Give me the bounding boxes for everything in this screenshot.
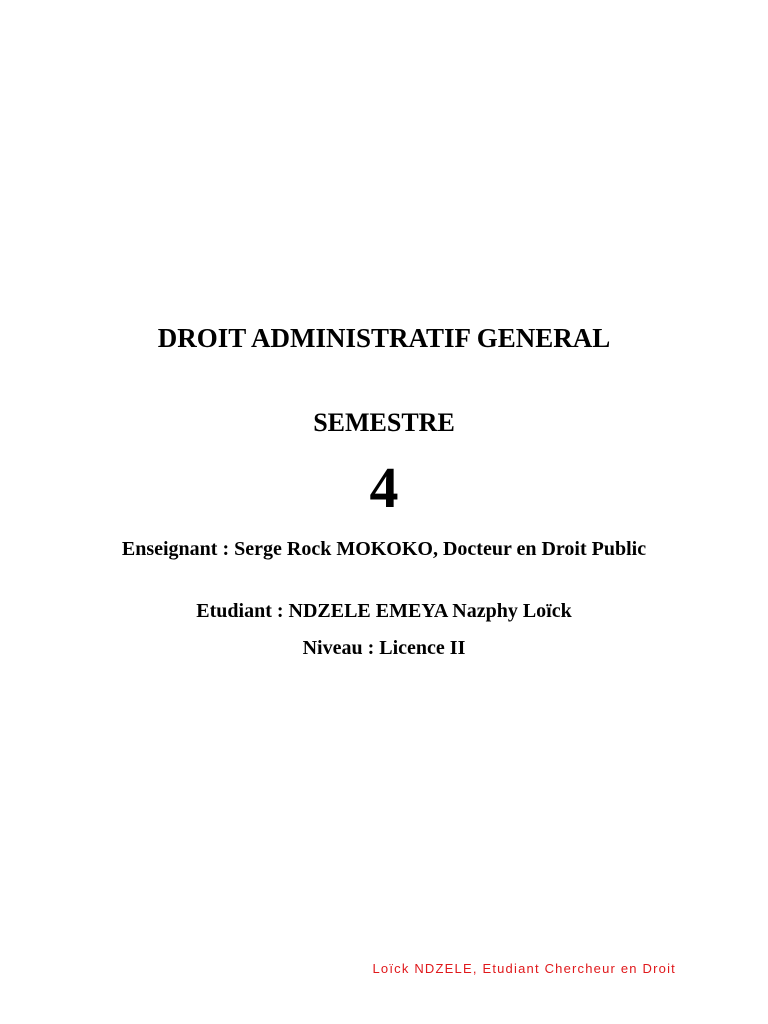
footer-credit: Loïck NDZELE, Etudiant Chercheur en Droit: [372, 961, 676, 976]
semester-number: 4: [369, 455, 399, 520]
semester-label: SEMESTRE: [313, 408, 455, 437]
teacher-line: Enseignant : Serge Rock MOKOKO, Docteur en Droit Public: [121, 538, 647, 560]
level-line: Niveau : Licence II: [302, 637, 466, 659]
document-title: DROIT ADMINISTRATIF GENERAL: [157, 323, 611, 353]
student-line: Etudiant : NDZELE EMEYA Nazphy Loïck: [196, 600, 572, 622]
